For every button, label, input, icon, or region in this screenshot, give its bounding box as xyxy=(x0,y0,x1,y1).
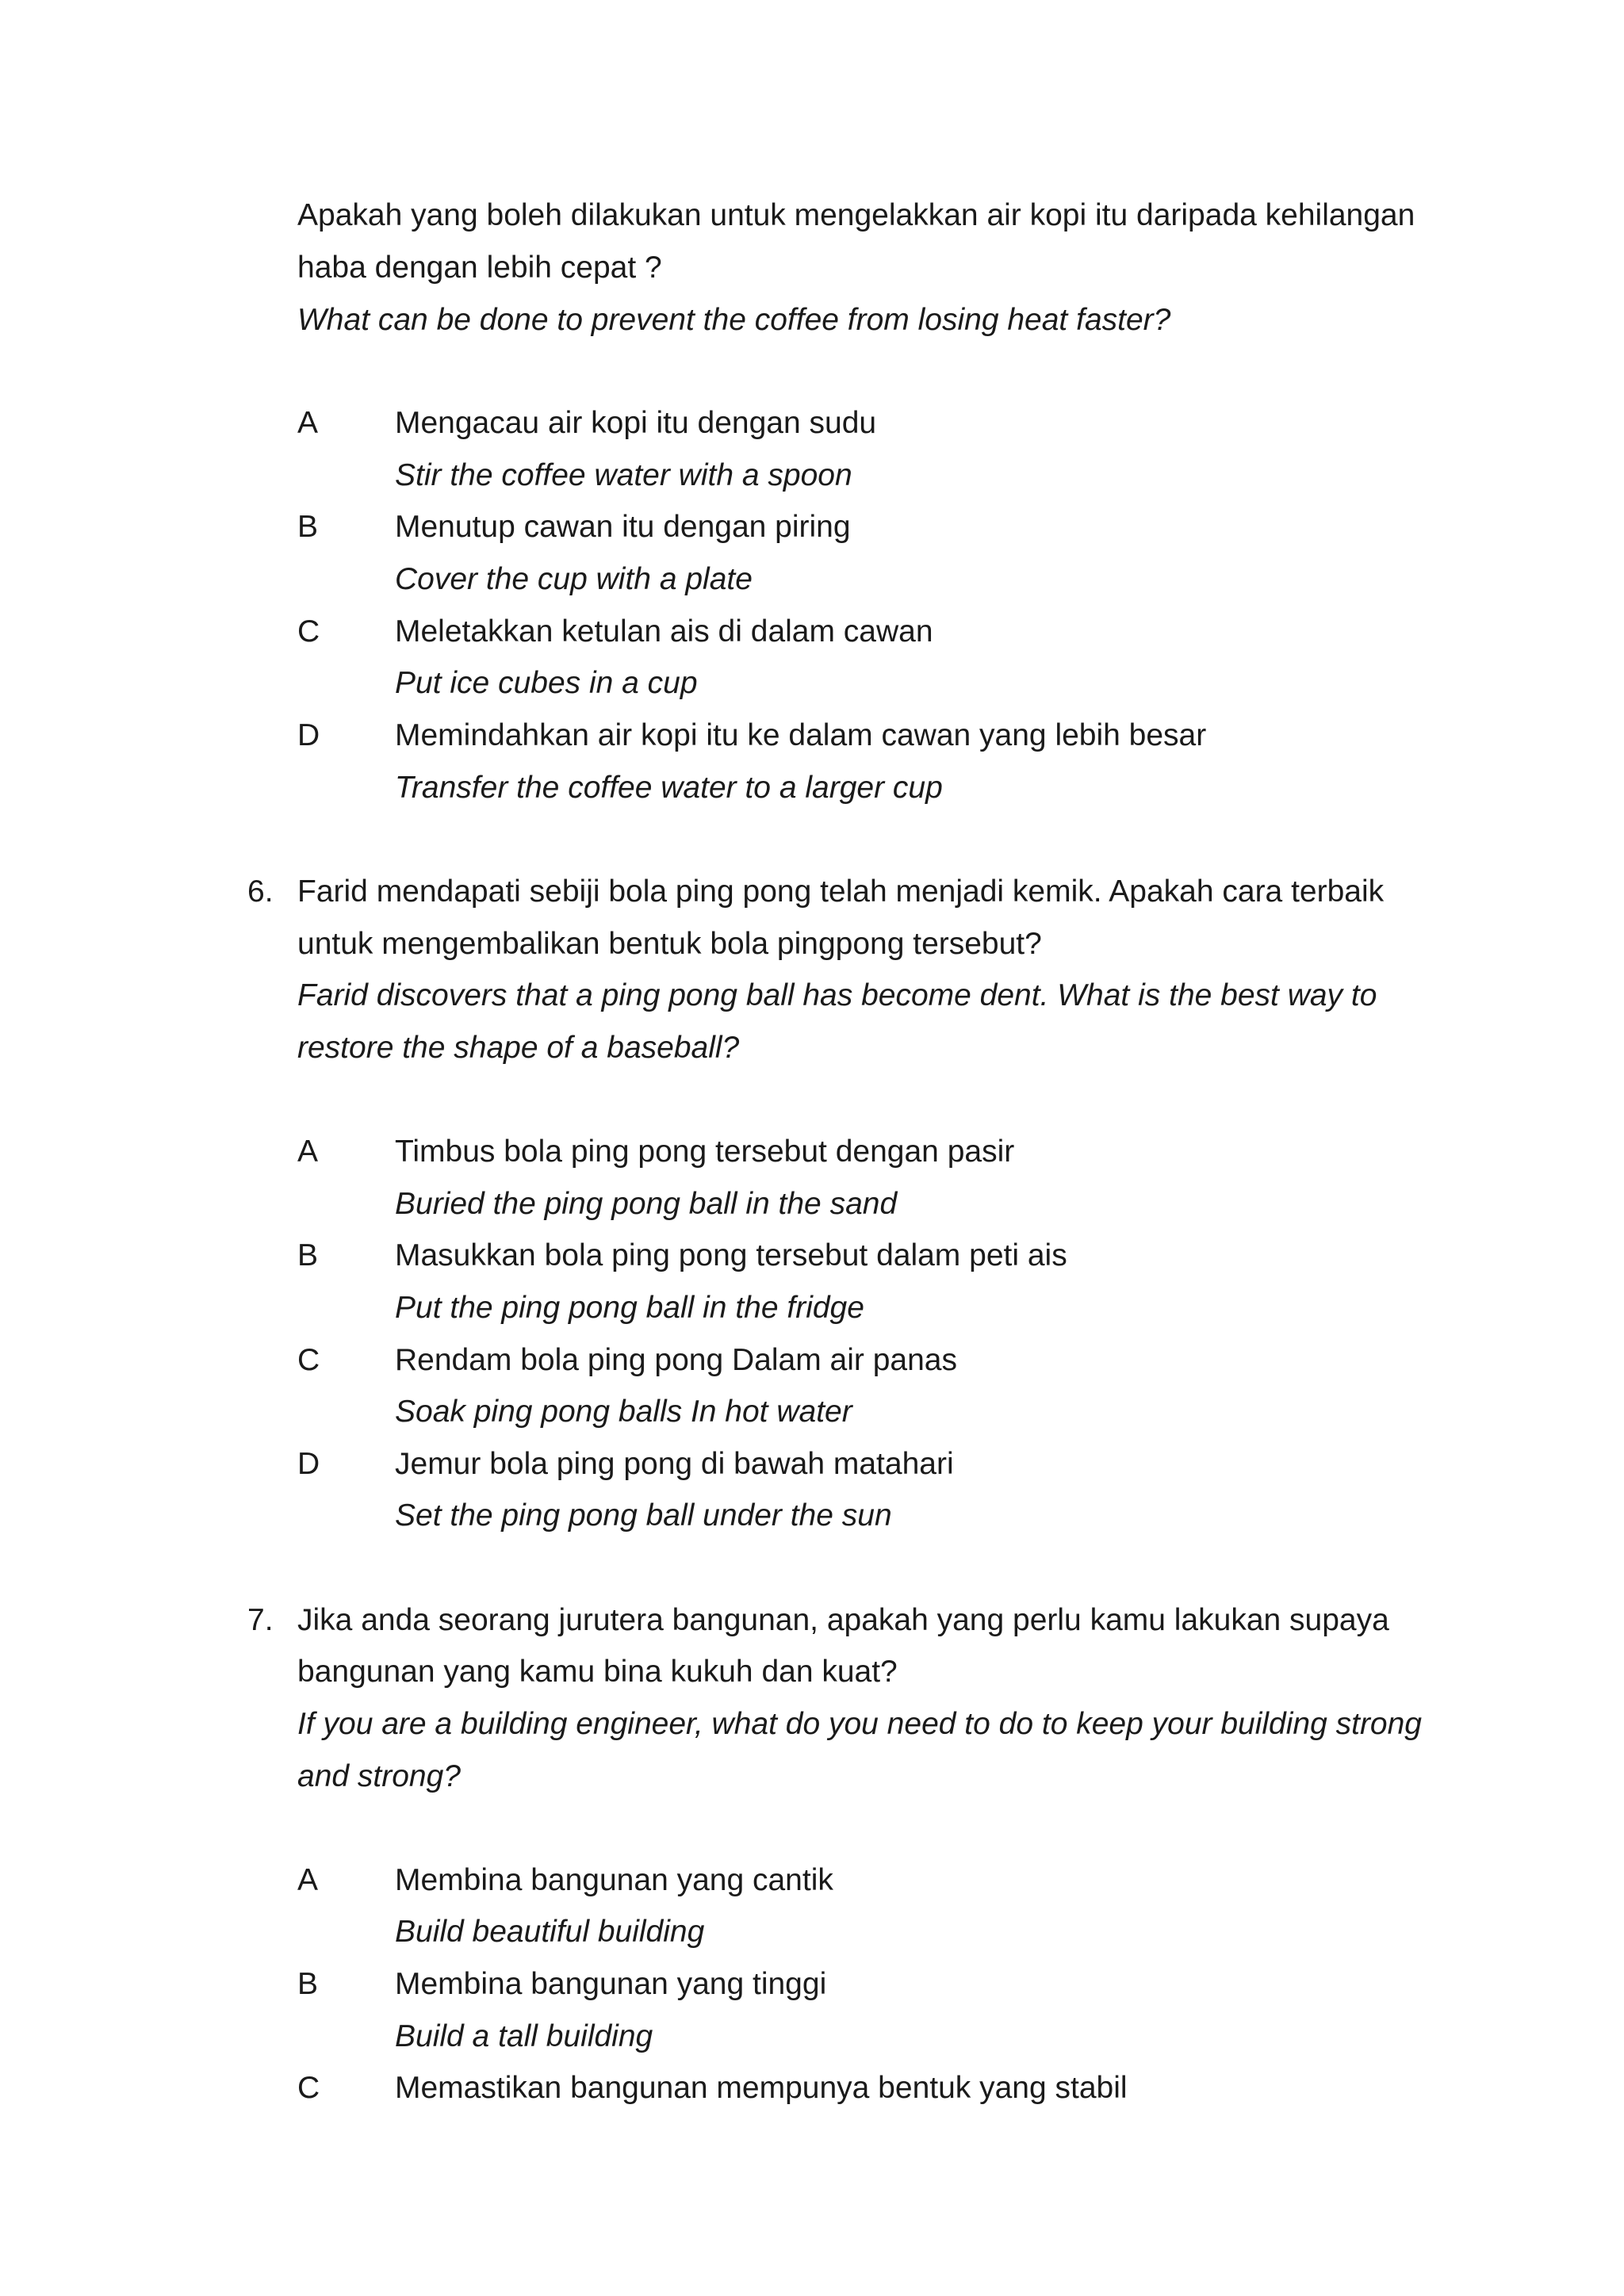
option-text-ms: Membina bangunan yang cantik xyxy=(395,1863,833,1897)
option-text-en: Cover the cup with a plate xyxy=(395,562,753,596)
option-letter: A xyxy=(297,1863,319,1897)
option-letter: B xyxy=(297,1967,319,2001)
question-stem-ms: Farid mendapati sebiji bola ping pong telah menjadi kemik. Apakah cara terbaik xyxy=(297,874,1385,909)
option-text-ms: Rendam bola ping pong Dalam air panas xyxy=(395,1343,957,1377)
option-text-ms: Masukkan bola ping pong tersebut dalam peti ais xyxy=(395,1238,1067,1272)
question-number: 6. xyxy=(247,874,274,909)
option-text-en: Soak ping pong balls In hot water xyxy=(395,1395,852,1429)
question-stem-en: What can be done to prevent the coffee from losing heat faster? xyxy=(297,303,1171,337)
option-letter: C xyxy=(297,614,320,649)
question-stem-en: If you are a building engineer, what do you need to do to keep your building strong xyxy=(297,1707,1422,1741)
option-text-ms: Memindahkan air kopi itu ke dalam cawan yang lebih besar xyxy=(395,718,1207,752)
question-stem-en: Farid discovers that a ping pong ball has become dent. What is the best way to xyxy=(297,978,1377,1012)
option-text-ms: Meletakkan ketulan ais di dalam cawan xyxy=(395,614,933,649)
option-letter: A xyxy=(297,1135,319,1169)
question-stem-en: restore the shape of a baseball? xyxy=(297,1031,740,1065)
option-letter: C xyxy=(297,2071,320,2105)
option-letter: D xyxy=(297,718,320,752)
option-letter: C xyxy=(297,1343,320,1377)
option-text-ms: Mengacau air kopi itu dengan sudu xyxy=(395,406,877,440)
question-stem-ms: bangunan yang kamu bina kukuh dan kuat? xyxy=(297,1655,898,1689)
option-text-ms: Timbus bola ping pong tersebut dengan pasir xyxy=(395,1135,1015,1169)
question-number: 7. xyxy=(247,1603,274,1637)
question-stem-en: and strong? xyxy=(297,1759,461,1793)
option-text-ms: Jemur bola ping pong di bawah matahari xyxy=(395,1447,954,1481)
option-text-en: Build beautiful building xyxy=(395,1915,705,1949)
option-letter: D xyxy=(297,1447,320,1481)
option-text-en: Set the ping pong ball under the sun xyxy=(395,1498,892,1533)
option-letter: B xyxy=(297,510,319,544)
question-stem-ms: Jika anda seorang jurutera bangunan, apakah yang perlu kamu lakukan supaya xyxy=(297,1603,1389,1637)
question-stem-ms: Apakah yang boleh dilakukan untuk mengelakkan air kopi itu daripada kehilangan xyxy=(297,198,1415,232)
option-text-en: Build a tall building xyxy=(395,2019,653,2053)
option-text-en: Put the ping pong ball in the fridge xyxy=(395,1291,864,1325)
option-text-ms: Membina bangunan yang tinggi xyxy=(395,1967,827,2001)
question-stem-ms: untuk mengembalikan bentuk bola pingpong tersebut? xyxy=(297,927,1042,961)
question-stem-ms: haba dengan lebih cepat ? xyxy=(297,251,662,285)
option-text-en: Buried the ping pong ball in the sand xyxy=(395,1187,898,1221)
option-text-en: Stir the coffee water with a spoon xyxy=(395,458,852,492)
option-text-en: Put ice cubes in a cup xyxy=(395,666,698,700)
option-text-en: Transfer the coffee water to a larger cup xyxy=(395,771,943,805)
option-letter: A xyxy=(297,406,319,440)
option-text-ms: Memastikan bangunan mempunya bentuk yang stabil xyxy=(395,2071,1128,2105)
option-letter: B xyxy=(297,1238,319,1272)
option-text-ms: Menutup cawan itu dengan piring xyxy=(395,510,851,544)
